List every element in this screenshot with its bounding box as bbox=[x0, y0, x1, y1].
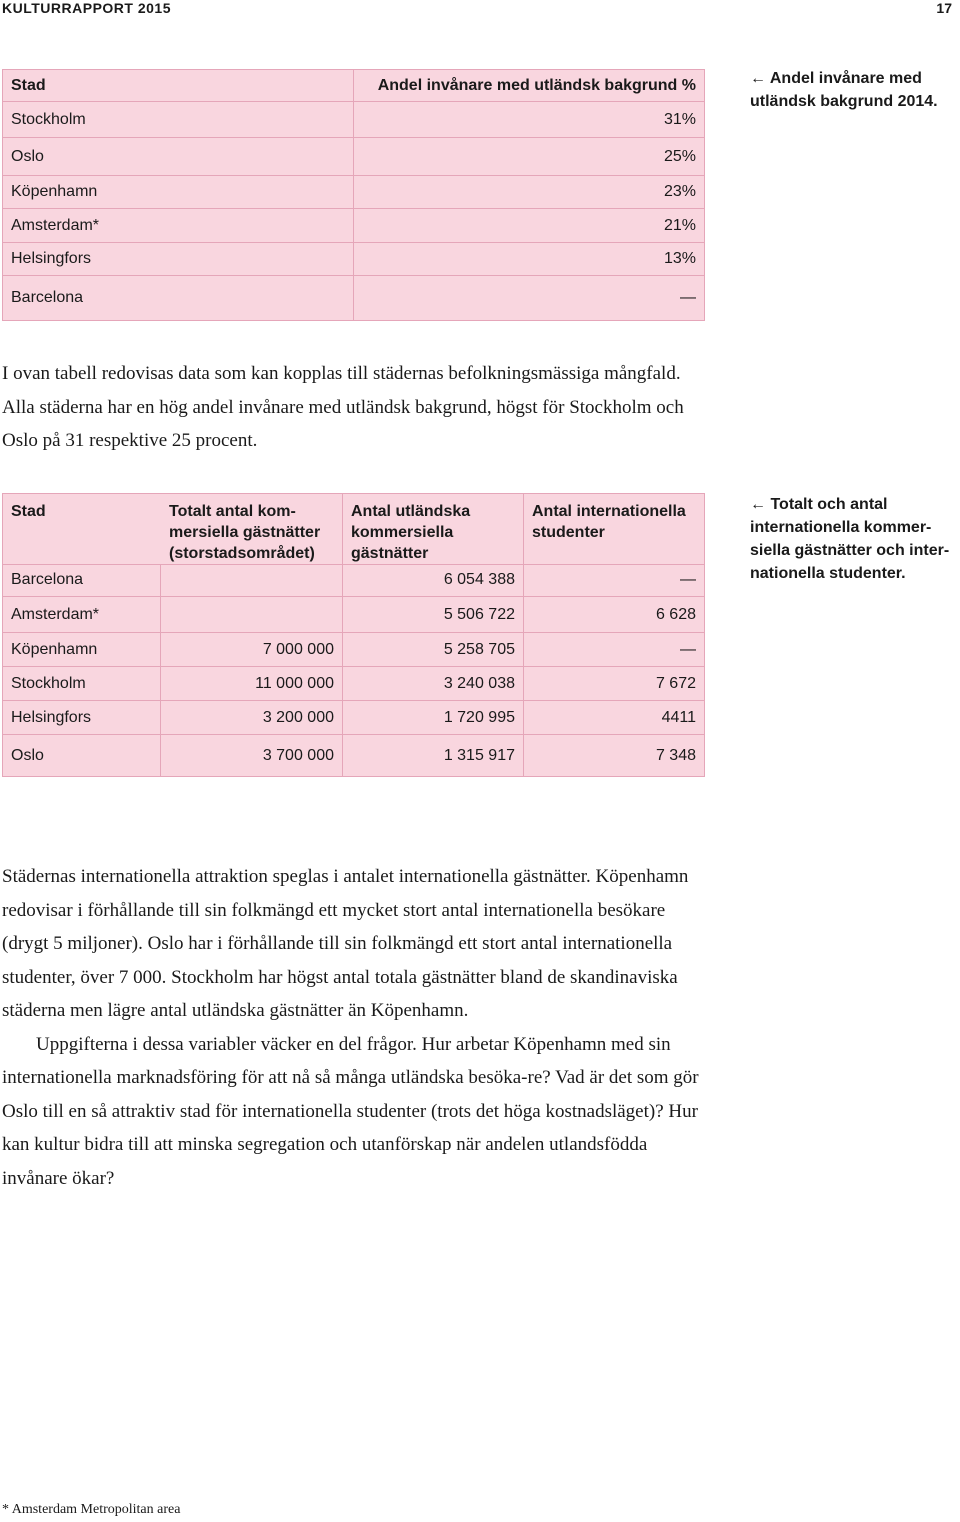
table-row bbox=[3, 735, 705, 777]
table-row bbox=[3, 138, 705, 176]
arrow-left-icon: ← bbox=[750, 496, 766, 513]
paragraph-attraction: Städernas internationella attraktion speglas i antalet internationella gästnätter. Köpenhamn redovisar i förhållande till sin folkmängd ett mycket stort antal internationella besökare (drygt 5 miljoner). Oslo har i förhållande till sin folkmängd ett stort antal internationella studenter, över 7 000. Stockholm har högst antal totala gästnätter bland de skandinaviska städerna men lägre antal utländska gästnätter än Köpenhamn. bbox=[2, 866, 689, 1021]
city-cell: Amsterdam* bbox=[3, 597, 161, 633]
page-number: 17 bbox=[936, 0, 952, 16]
table2-caption-text: Totalt och antal internationella kommer-siella gästnätter och inter-nationella studenter. bbox=[750, 496, 950, 582]
share-cell: 13% bbox=[354, 243, 705, 276]
table2-caption bbox=[750, 493, 955, 585]
paragraph-questions: Uppgifterna i dessa variabler väcker en del frågor. Hur arbetar Köpenhamn med sin internationella marknadsföring för att nå så många utländska besöka-re? Vad är det som gör Oslo till en så attraktiv stad för internationella studenter (trots det höga kostnadsläget)? Hur kan kultur bidra till att minska segregation och utanförskap när andelen utlandsfödda invånare ökar? bbox=[2, 1033, 699, 1189]
foreign-nights-cell: 1 720 995 bbox=[343, 701, 524, 735]
total-nights-cell: 3 200 000 bbox=[161, 701, 343, 735]
table-row bbox=[3, 565, 705, 597]
city-cell: Stockholm bbox=[3, 667, 161, 701]
city-cell: Helsingfors bbox=[3, 701, 161, 735]
table-row bbox=[3, 701, 705, 735]
column-header-share: Andel invånare med utländsk bakgrund % bbox=[354, 70, 705, 102]
students-cell: 7 348 bbox=[524, 735, 705, 777]
share-cell: 23% bbox=[354, 176, 705, 209]
paragraph-diversity: I ovan tabell redovisas data som kan kopplas till städernas befolkningsmässiga mångfald. Alla städerna har en hög andel invånare med utländsk bakgrund, högst för Stockholm och Oslo på 31 respektive 25 procent. bbox=[2, 363, 684, 451]
city-cell: Amsterdam* bbox=[3, 209, 354, 243]
table-row bbox=[3, 102, 705, 138]
table-row bbox=[3, 209, 705, 243]
city-cell: Helsingfors bbox=[3, 243, 354, 276]
foreign-nights-cell: 1 315 917 bbox=[343, 735, 524, 777]
table-header-row bbox=[3, 70, 705, 102]
column-header-city: Stad bbox=[3, 70, 354, 102]
city-cell: Oslo bbox=[3, 735, 161, 777]
arrow-left-icon: ← bbox=[750, 70, 766, 87]
students-cell: 6 628 bbox=[524, 597, 705, 633]
table1-caption-text: Andel invånare med utländsk bakgrund 2014. bbox=[750, 70, 938, 110]
total-nights-cell bbox=[161, 597, 343, 633]
city-cell: Köpenhamn bbox=[3, 633, 161, 667]
column-header-total-nights: Totalt antal kom-mersiella gästnätter (storstadsområdet) bbox=[161, 494, 343, 565]
students-cell: — bbox=[524, 565, 705, 597]
foreign-nights-cell: 5 506 722 bbox=[343, 597, 524, 633]
foreign-background-table bbox=[2, 69, 705, 321]
table-row bbox=[3, 633, 705, 667]
report-title: KULTURRAPPORT 2015 bbox=[2, 0, 171, 16]
city-cell: Stockholm bbox=[3, 102, 354, 138]
foreign-nights-cell: 6 054 388 bbox=[343, 565, 524, 597]
share-cell: — bbox=[354, 276, 705, 321]
table-row bbox=[3, 176, 705, 209]
intro-paragraph bbox=[2, 357, 702, 458]
column-header-foreign-nights: Antal utländska kommersiella gästnätter bbox=[343, 494, 524, 565]
total-nights-cell: 3 700 000 bbox=[161, 735, 343, 777]
table1-caption bbox=[750, 67, 955, 113]
column-header-city: Stad bbox=[3, 494, 161, 565]
students-cell: 4411 bbox=[524, 701, 705, 735]
city-cell: Barcelona bbox=[3, 565, 161, 597]
table-row bbox=[3, 667, 705, 701]
analysis-text bbox=[2, 860, 702, 1195]
column-header-students: Antal internationella studenter bbox=[524, 494, 705, 565]
guest-nights-table bbox=[2, 493, 705, 777]
table-row bbox=[3, 243, 705, 276]
share-cell: 21% bbox=[354, 209, 705, 243]
share-cell: 31% bbox=[354, 102, 705, 138]
share-cell: 25% bbox=[354, 138, 705, 176]
students-cell: — bbox=[524, 633, 705, 667]
table-row bbox=[3, 597, 705, 633]
footnote: * Amsterdam Metropolitan area bbox=[2, 1502, 181, 1517]
city-cell: Oslo bbox=[3, 138, 354, 176]
total-nights-cell: 11 000 000 bbox=[161, 667, 343, 701]
table-header-row bbox=[3, 494, 705, 565]
city-cell: Köpenhamn bbox=[3, 176, 354, 209]
total-nights-cell: 7 000 000 bbox=[161, 633, 343, 667]
city-cell: Barcelona bbox=[3, 276, 354, 321]
foreign-nights-cell: 5 258 705 bbox=[343, 633, 524, 667]
total-nights-cell bbox=[161, 565, 343, 597]
table-row bbox=[3, 276, 705, 321]
foreign-nights-cell: 3 240 038 bbox=[343, 667, 524, 701]
students-cell: 7 672 bbox=[524, 667, 705, 701]
